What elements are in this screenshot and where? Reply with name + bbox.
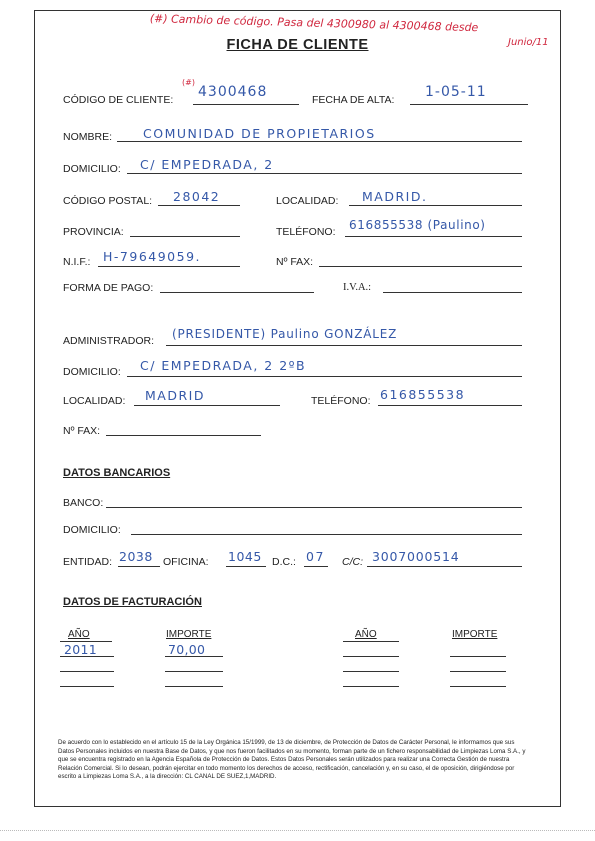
- oficina-value: 1045: [228, 549, 262, 564]
- provincia-field[interactable]: [130, 236, 240, 237]
- iva-label: I.V.A.:: [343, 282, 372, 293]
- privacy-notice: De acuerdo con lo establecido en el artículo 15 de la Ley Orgánica 15/1999, de 13 de diciembre, de Protección de Datos de Carácter Personal, le informamos que sus Datos Personales incluidos en nuestra Base de Datos, y que nos fueron facilitados en su momento, forman parte de un fichero responsabilidad de Limpiezas Loma S.A., y que se encuentra registrado en la Agencia Española de Protección de Datos. Estos Datos Personales serán utilizados para realizar una Correcta Gestión de nuestra Relación Comercial. Si lo desean, podrán ejercitar en todo momento los derechos de acceso, rectificación, cancelación y, en su caso, el de oposición, dirigiéndose por escrito a Limpiezas Loma S.A., a la dirección: CL CANAL DE SUEZ,1,MADRID.: [58, 739, 526, 781]
- admin-domicilio-field[interactable]: [127, 376, 522, 377]
- provincia-label: PROVINCIA:: [63, 226, 124, 238]
- localidad-field[interactable]: [349, 205, 522, 206]
- domicilio-value: C/ EMPEDRADA, 2: [140, 157, 274, 172]
- billing-ano2-row-3[interactable]: [343, 686, 399, 687]
- col-importe-1: IMPORTE: [166, 629, 212, 640]
- fecha-alta-field[interactable]: [410, 104, 528, 105]
- banco-field[interactable]: [106, 507, 522, 508]
- col-importe-2: IMPORTE: [452, 629, 498, 640]
- col-ano-1: AÑO: [68, 629, 90, 640]
- cc-label: C/C:: [342, 556, 363, 568]
- forma-pago-label: FORMA DE PAGO:: [63, 282, 154, 294]
- billing-ano-row-3[interactable]: [60, 686, 114, 687]
- fecha-alta-label: FECHA DE ALTA:: [312, 94, 395, 106]
- admin-telefono-label: TELÉFONO:: [311, 395, 371, 407]
- billing-ano-value: 2011: [64, 642, 98, 657]
- telefono-label: TELÉFONO:: [276, 226, 336, 238]
- bank-section-title: DATOS BANCARIOS: [63, 467, 171, 479]
- entidad-field[interactable]: [118, 566, 160, 567]
- forma-pago-field[interactable]: [160, 292, 314, 293]
- admin-domicilio-value: C/ EMPEDRADA, 2 2ºB: [140, 358, 307, 373]
- codigo-postal-field[interactable]: [158, 205, 240, 206]
- cc-value: 3007000514: [372, 549, 460, 564]
- admin-telefono-field[interactable]: [378, 405, 522, 406]
- admin-telefono-value: 616855538: [380, 387, 466, 402]
- entidad-label: ENTIDAD:: [63, 556, 113, 568]
- billing-ano-row-2[interactable]: [60, 671, 114, 672]
- bank-domicilio-label: DOMICILIO:: [63, 524, 121, 536]
- administrador-label: ADMINISTRADOR:: [63, 335, 155, 347]
- nombre-label: NOMBRE:: [63, 131, 113, 143]
- fax-field[interactable]: [319, 266, 522, 267]
- ano-header-line-2: [343, 641, 399, 642]
- billing-ano-row-1[interactable]: [60, 656, 114, 657]
- localidad-label: LOCALIDAD:: [276, 195, 339, 207]
- dc-value: 07: [306, 549, 325, 564]
- banco-label: BANCO:: [63, 497, 104, 509]
- handwritten-annotation: (#) Cambio de código. Pasa del 4300980 al 4300468 desde: [149, 12, 479, 35]
- admin-localidad-value: MADRID: [145, 388, 205, 403]
- domicilio-label: DOMICILIO:: [63, 163, 121, 175]
- fecha-alta-value: 1-05-11: [425, 84, 487, 100]
- telefono-value: 616855538 (Paulino): [349, 218, 486, 232]
- billing-importe-row-2[interactable]: [165, 671, 223, 672]
- localidad-value: MADRID.: [362, 189, 428, 204]
- codigo-cliente-label: CÓDIGO DE CLIENTE:: [63, 94, 174, 106]
- codigo-mark: (#): [182, 78, 195, 87]
- billing-importe2-row-3[interactable]: [450, 686, 506, 687]
- billing-importe-row-3[interactable]: [165, 686, 223, 687]
- codigo-cliente-value: 4300468: [198, 84, 268, 100]
- administrador-value: (PRESIDENTE) Paulino GONZÁLEZ: [172, 327, 398, 341]
- billing-ano2-row-1[interactable]: [343, 656, 399, 657]
- billing-importe-row-1[interactable]: [165, 656, 223, 657]
- admin-fax-field[interactable]: [106, 435, 261, 436]
- form-title: FICHA DE CLIENTE: [226, 37, 369, 53]
- nombre-field[interactable]: [117, 141, 522, 142]
- admin-localidad-label: LOCALIDAD:: [63, 395, 126, 407]
- telefono-field[interactable]: [345, 236, 522, 237]
- col-ano-2: AÑO: [355, 629, 377, 640]
- admin-localidad-field[interactable]: [134, 405, 280, 406]
- bank-domicilio-field[interactable]: [131, 534, 522, 535]
- administrador-field[interactable]: [166, 345, 522, 346]
- codigo-postal-value: 28042: [173, 189, 221, 204]
- dc-field[interactable]: [304, 566, 328, 567]
- billing-ano2-row-2[interactable]: [343, 671, 399, 672]
- billing-importe2-row-2[interactable]: [450, 671, 506, 672]
- admin-fax-label: Nº FAX:: [63, 425, 101, 437]
- page-edge-divider: [0, 830, 595, 831]
- admin-domicilio-label: DOMICILIO:: [63, 366, 121, 378]
- nombre-value: COMUNIDAD DE PROPIETARIOS: [143, 126, 376, 141]
- domicilio-field[interactable]: [127, 173, 522, 174]
- entidad-value: 2038: [119, 549, 153, 564]
- billing-importe2-row-1[interactable]: [450, 656, 506, 657]
- oficina-field[interactable]: [226, 566, 266, 567]
- codigo-postal-label: CÓDIGO POSTAL:: [63, 195, 153, 207]
- oficina-label: OFICINA:: [163, 556, 209, 568]
- nif-label: N.I.F.:: [63, 256, 91, 268]
- handwritten-annotation-cont: Junio/11: [508, 37, 549, 48]
- billing-section-title: DATOS DE FACTURACIÓN: [63, 596, 202, 608]
- cc-field[interactable]: [367, 566, 522, 567]
- nif-value: H-79649059.: [103, 249, 202, 264]
- billing-importe-value: 70,00: [168, 642, 206, 657]
- iva-field[interactable]: [383, 292, 522, 293]
- codigo-cliente-field[interactable]: [193, 104, 299, 105]
- dc-label: D.C.:: [272, 556, 296, 568]
- nif-field[interactable]: [98, 266, 240, 267]
- fax-label: Nº FAX:: [276, 256, 314, 268]
